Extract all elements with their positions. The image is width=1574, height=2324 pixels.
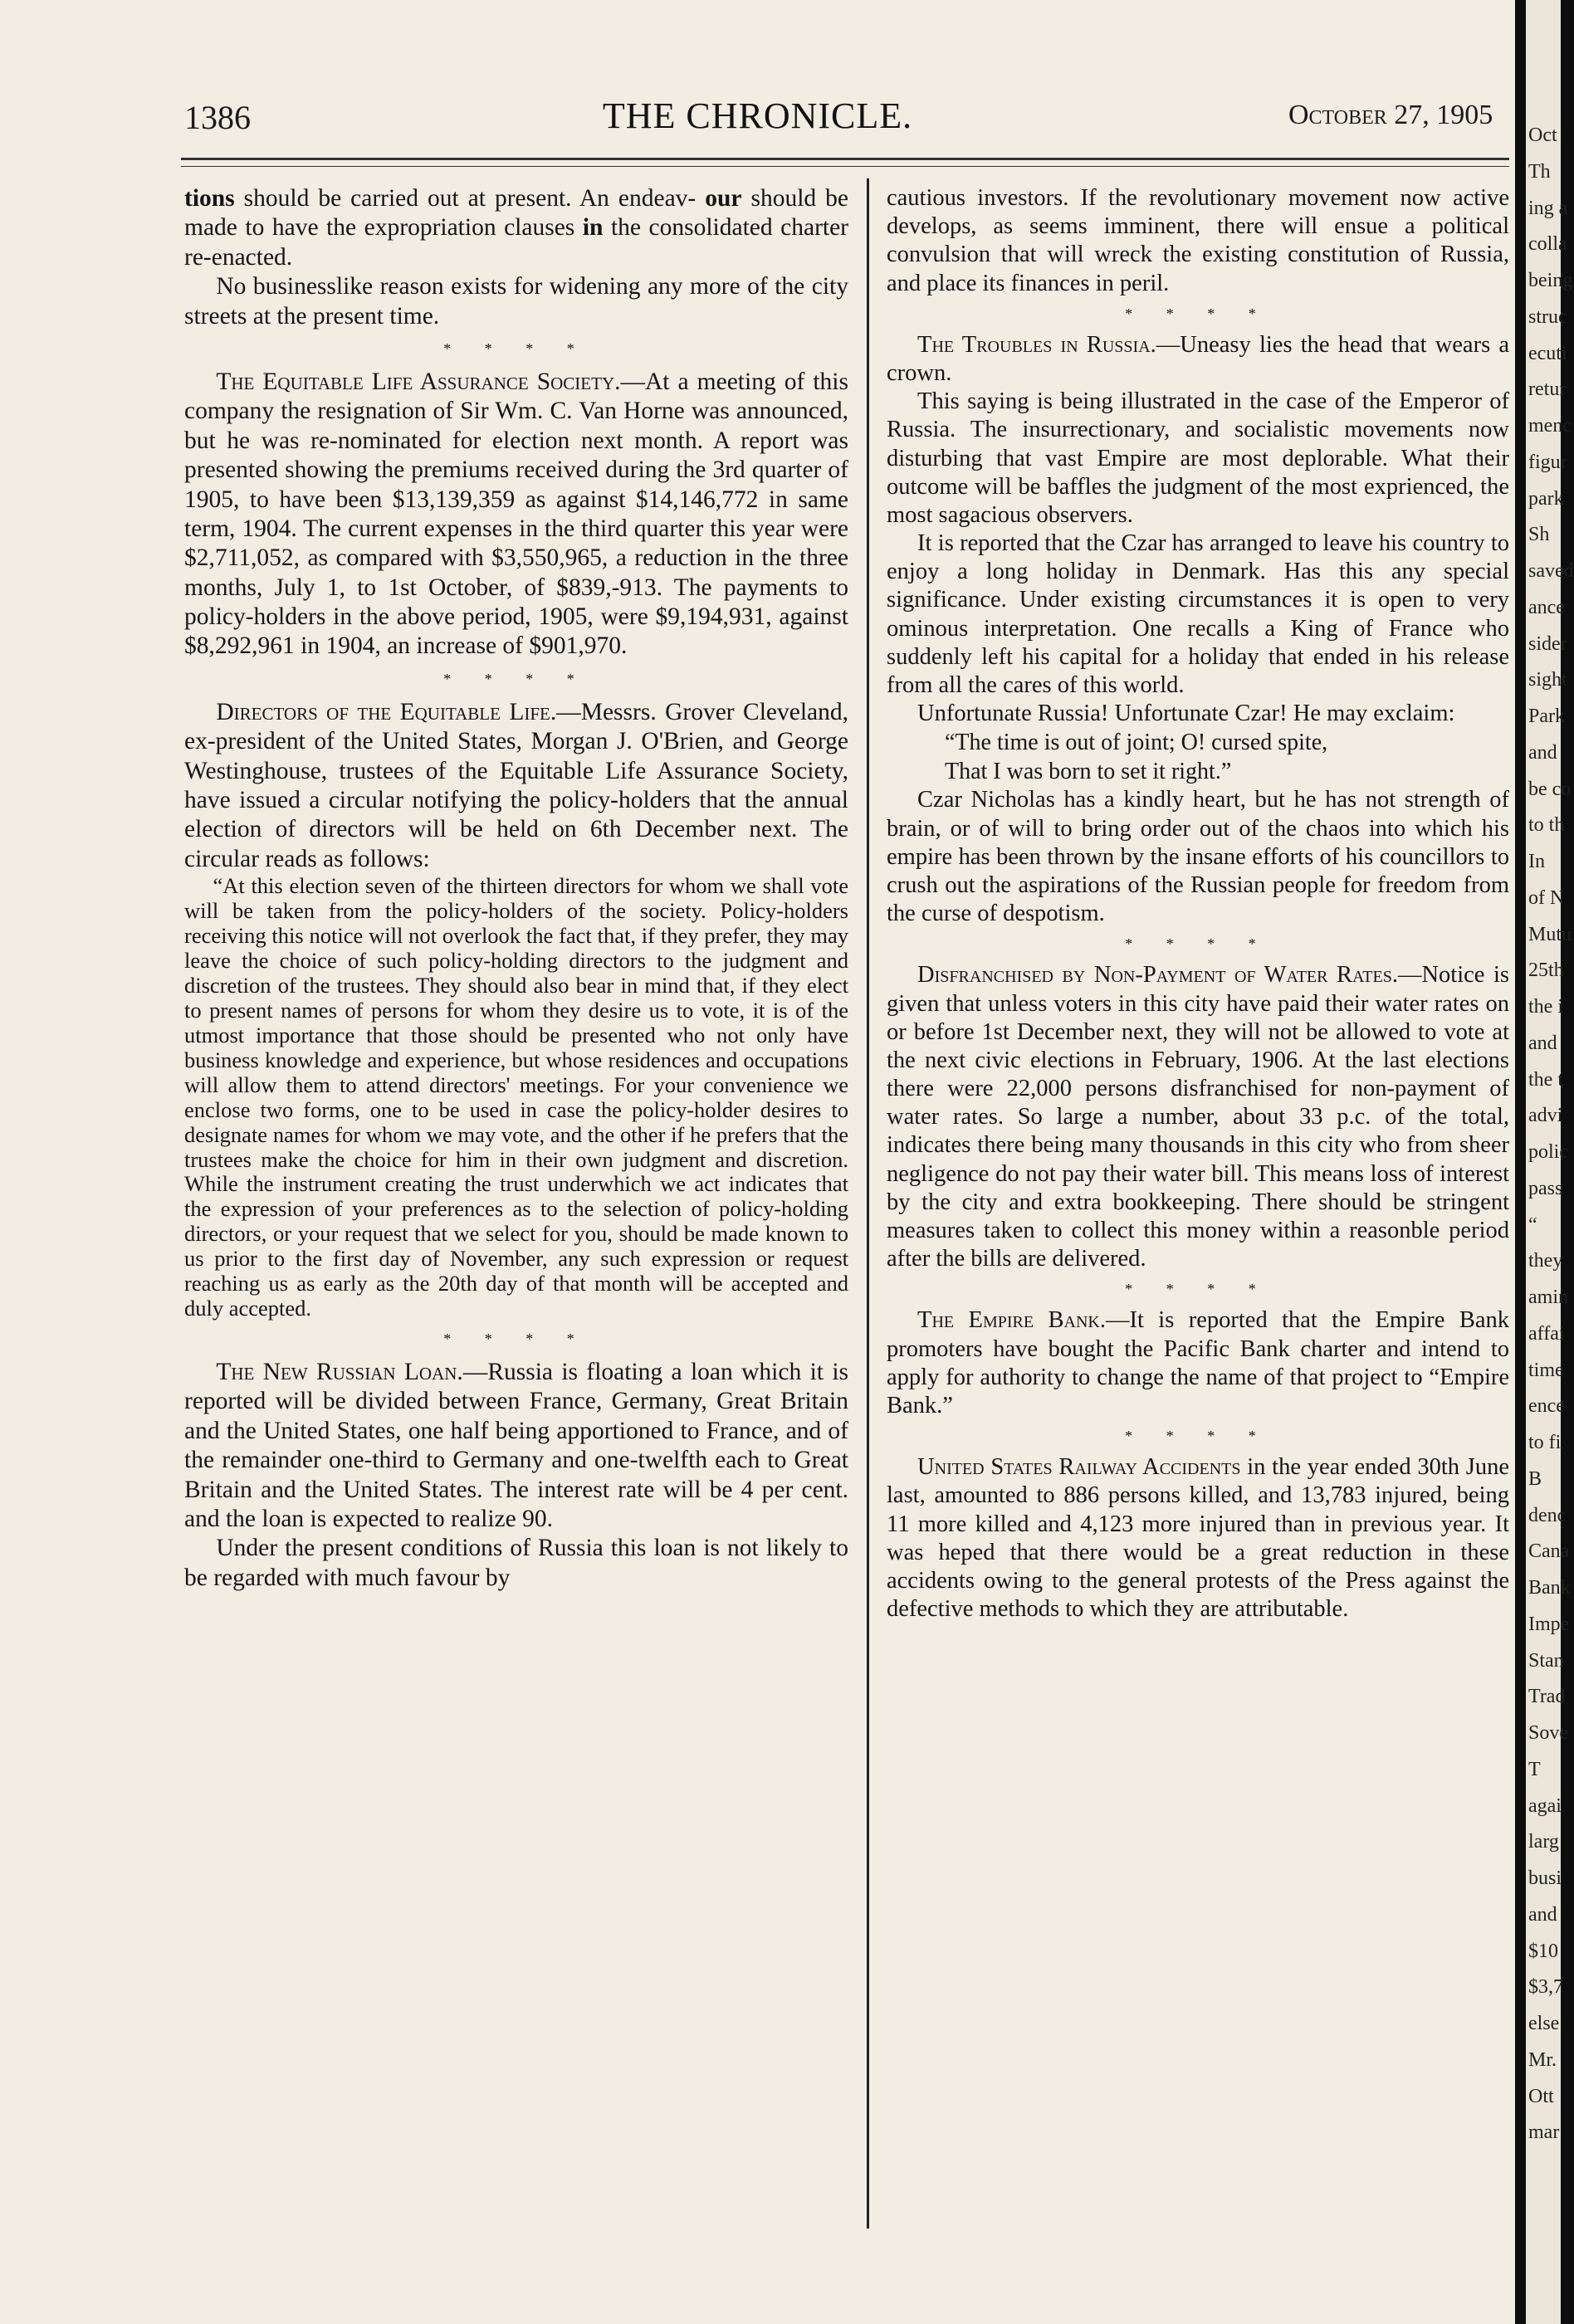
article-heading: The Empire Bank. (917, 1307, 1106, 1334)
adjacent-page-fragment: amin (1528, 1286, 1568, 1308)
circular-quote: “At this election seven of the thirteen directors for whom we shall vote will be taken from the policy-holders of the society. Policy-holders receiving this notice will not overlook the fact that, if they prefer, they may leave the choice of such policy-holding directors to the judgment and discretion of the trustees. They should also bear in mind that, if they elect to present names of persons for whom they desire us to vote, it is of the utmost importance that those should be presented who not only have business knowledge and experience, but whose residences and occupations will allow them to attend directors' meetings. For your convenience we enclose two forms, one to be used in case the policy-holder desires to designate names for whom we may vote, and the other if he prefers that the trustees make the choice for him in their own judgment and discretion. While the instrument creating the trust underwhich we act indicates that the expression of your preferences as to the selection of policy-holding directors, or your request that we select for you, should be made known to us prior to the first day of November, any such expression or request reaching us as early as the 20th day of that month will be accepted and duly accepted. (184, 873, 848, 1321)
adjacent-page-fragment: Impe (1528, 1613, 1570, 1635)
adjacent-page-fragment: Sh (1528, 524, 1550, 546)
adjacent-page-fragment: Ott (1528, 2085, 1554, 2107)
adjacent-page-fragment: Mutu (1528, 923, 1572, 945)
adjacent-page-fragment: Mr. (1528, 2048, 1557, 2071)
paragraph: This saying is being illustrated in the case of the Emperor of Russia. The insurrectionary, and socialistic movements now disturbing that vast Empire are most deplorable. What their outcome will be baffles the judgment of the most exprienced, the most sagacious observers. (887, 388, 1509, 528)
adjacent-page-fragment: sight (1528, 669, 1567, 691)
article-heading: Disfranchised by Non-Payment of Water Rates. (917, 962, 1398, 989)
right-column (887, 184, 1509, 1623)
adjacent-page-fragment: agai (1528, 1794, 1562, 1817)
article-troubles-russia: The Troubles in Russia.—Uneasy lies the head that wears a crown. (887, 331, 1510, 386)
adjacent-page-fragment: pass (1528, 1177, 1563, 1199)
adjacent-page-fragment: $10 (1528, 1940, 1558, 1962)
article-continuation: tions should be carried out at present. An endeav- our should be made to have the expropriation clauses in the consolidated charter re-enacted. (184, 185, 849, 271)
page-header (0, 95, 1515, 148)
adjacent-page-fragment: and (1528, 1903, 1557, 1926)
adjacent-page-strip (1526, 0, 1574, 2324)
column-divider (867, 178, 869, 2229)
paragraph: It is reported that the Czar has arranged to leave his country to enjoy a long holiday in Denmark. Has this any special significance. Under existing circumstances it is open to very ominous interpretation. One recalls a King of France who suddenly left his capital for a holiday that ended in his release from all the cares of this world. (887, 530, 1509, 698)
adjacent-page-fragment: 25th (1528, 959, 1564, 982)
adjacent-page-fragment: B (1528, 1467, 1542, 1490)
article-heading: Directors of the Equitable Life. (216, 698, 557, 725)
article-heading: The Troubles in Russia. (917, 331, 1156, 358)
adjacent-page-fragment: be co (1528, 778, 1572, 800)
article-empire-bank: The Empire Bank.—It is reported that the Empire Bank promoters have bought the Pacific Bank charter and intend to apply for authority to change the name of that project to “Empire Bank.” (887, 1307, 1509, 1418)
adjacent-page-fragment: figur (1528, 451, 1567, 473)
verse-quote (887, 728, 1509, 786)
paragraph: Unfortunate Russia! Unfortunate Czar! He may exclaim: (917, 701, 1455, 727)
adjacent-page-fragment: advi (1528, 1105, 1563, 1127)
adjacent-page-fragment: Oct (1528, 124, 1557, 146)
adjacent-page-fragment: Trad (1528, 1686, 1566, 1708)
article-heading: The Equitable Life Assurance Society. (216, 368, 621, 395)
section-separator: * * * * (1125, 1281, 1271, 1298)
adjacent-page-fragment: ence (1528, 1395, 1565, 1418)
article-continuation: cautious investors. If the revolutionary movement now active develops, as seems imminent, there will ensue a political convulsion that will wreck the existing constitution of Russia, and place its finances in peril. (887, 185, 1509, 296)
adjacent-page-fragment: ance (1528, 596, 1565, 618)
paragraph-russian-loan-2: Under the present conditions of Russia this loan is not likely to be regarded with much favour by (184, 1535, 848, 1591)
adjacent-page-fragment: Park (1528, 706, 1565, 727)
adjacent-page-fragment: affai (1528, 1322, 1565, 1345)
adjacent-page-fragment: mar (1528, 2121, 1560, 2144)
adjacent-page-fragment: ecuti (1528, 342, 1567, 364)
adjacent-page-fragment: “ (1528, 1213, 1537, 1236)
adjacent-page-fragment: and (1528, 741, 1557, 764)
article-equitable-directors: Directors of the Equitable Life.—Messrs. Grover Cleveland, ex-president of the United States, Morgan J. O'Brien, and George Westinghouse, trustees of the Equitable Life Assurance Society, have issued a circular notifying the policy-holders that the annual election of directors will be held on 6th December next. The circular reads as follows: (184, 698, 848, 872)
left-column (184, 184, 848, 1593)
adjacent-page-fragment: sider (1528, 632, 1567, 655)
adjacent-page-fragment: colla (1528, 233, 1567, 256)
adjacent-page-fragment: retur (1528, 378, 1567, 401)
adjacent-page-fragment: they (1528, 1250, 1563, 1272)
section-separator: * * * * (1125, 935, 1271, 953)
adjacent-page-fragment: larg (1528, 1831, 1559, 1853)
header-rule-thin (181, 166, 1509, 167)
section-separator: * * * * (443, 670, 589, 687)
publication-title: THE CHRONICLE. (602, 95, 913, 136)
section-separator: * * * * (443, 339, 589, 357)
adjacent-page-fragment: menc (1528, 415, 1572, 437)
adjacent-page-fragment: park (1528, 487, 1564, 510)
adjacent-page-fragment: struc (1528, 305, 1567, 328)
adjacent-page-fragment: busi (1528, 1868, 1562, 1889)
adjacent-page-fragment: Sove (1528, 1722, 1568, 1744)
article-railway-accidents: United States Railway Accidents in the year ended 30th June last, amounted to 886 persons killed, and 13,783 injured, being 11 more killed and 4,123 more injured than in previous year. It was heped that there would be a great reduction in these accidents owing to the general protests of the Press against the defective methods to which they are attributable. (887, 1454, 1509, 1623)
adjacent-page-fragment: and (1528, 1032, 1557, 1054)
adjacent-page-fragment: of N (1528, 886, 1565, 909)
adjacent-page-fragment: denc (1528, 1504, 1567, 1526)
article-heading: United States Railway Accidents (917, 1454, 1241, 1481)
issue-date: October 27, 1905 (1288, 100, 1493, 130)
adjacent-page-fragment: saved (1528, 560, 1574, 582)
verse-line: That I was born to set it right.” (945, 759, 1232, 785)
adjacent-page-fragment: time (1528, 1359, 1564, 1381)
header-rule (181, 158, 1509, 160)
adjacent-page-fragment: to fi (1528, 1432, 1562, 1453)
article-russian-loan: The New Russian Loan.—Russia is floating a loan which it is reported will be divided between France, Germany, Great Britain and the United States, one half being apportioned to France, and of the remainder one-third to Germany and one-twelfth each to Great Britain and the United States. The interest rate will be 4 per cent. and the loan is expected to realize 90. (184, 1359, 848, 1533)
section-separator: * * * * (1125, 305, 1271, 322)
paragraph-streets: No businesslike reason exists for widening any more of the city streets at the present time. (184, 273, 848, 330)
article-heading: The New Russian Loan. (216, 1359, 463, 1386)
adjacent-page-fragment: $3,7 (1528, 1976, 1563, 1999)
adjacent-page-fragment: the t (1528, 1068, 1563, 1091)
paragraph: Czar Nicholas has a kindly heart, but he has not strength of brain, or of will to bring order out of the chaos into which his empire has been thrown by the insane efforts of his councillors to crush out the aspirations of the Russian people for freedom from the curse of despotism. (887, 787, 1509, 927)
adjacent-page-fragment: In (1528, 851, 1545, 872)
adjacent-page-fragment: Stan (1528, 1649, 1564, 1672)
page-number: 1386 (184, 99, 251, 136)
adjacent-page-fragment: Cana (1528, 1540, 1570, 1563)
adjacent-page-fragment: T (1528, 1758, 1541, 1780)
article-disfranchised: Disfranchised by Non-Payment of Water Rates.—Notice is given that unless voters in this city have paid their water rates on or before 1st December next, they will not be allowed to vote at the next civic elections in February, 1906. At the last elections there were 22,000 persons disfranchised for non-payment of water rates. So large a number, about 33 p.c. of the total, indicates there being many thousands in this city who from sheer negligence do not pay their water bill. This means loss of interest by the city and extra bookkeeping. There should be stringent measures taken to collect this money within a reasonble period after the bills are delivered. (887, 962, 1509, 1272)
verse-line: “The time is out of joint; O! cursed spite, (945, 730, 1328, 756)
adjacent-page-fragment: else (1528, 2013, 1560, 2034)
section-separator: * * * * (443, 1330, 589, 1348)
adjacent-page-fragment: polic (1528, 1141, 1568, 1163)
adjacent-page-fragment: Bank (1528, 1577, 1571, 1599)
adjacent-page-fragment: ing a (1528, 197, 1568, 219)
adjacent-page-fragment: to th (1528, 814, 1565, 837)
section-separator: * * * * (1125, 1428, 1271, 1445)
adjacent-page-fragment: the i (1528, 996, 1563, 1018)
adjacent-page-fragment: being (1528, 270, 1573, 291)
article-equitable-assurance: The Equitable Life Assurance Society.—At a meeting of this company the resignation of Sir Wm. C. Van Horne was announced, but he was re-nominated for election next month. A report was presented showing the premiums received during the 3rd quarter of 1905, to have been $13,139,359 as against $14,146,772 in same term, 1904. The current expenses in the third quarter this year were $2,711,052, as compared with $3,550,965, a reduction in the three months, July 1, to 1st October, of $839,-913. The payments to policy-holders in the above period, 1905, were $9,194,931, against $8,292,961 in 1904, an increase of $901,970. (184, 368, 848, 660)
adjacent-page-fragment: Th (1528, 160, 1551, 183)
